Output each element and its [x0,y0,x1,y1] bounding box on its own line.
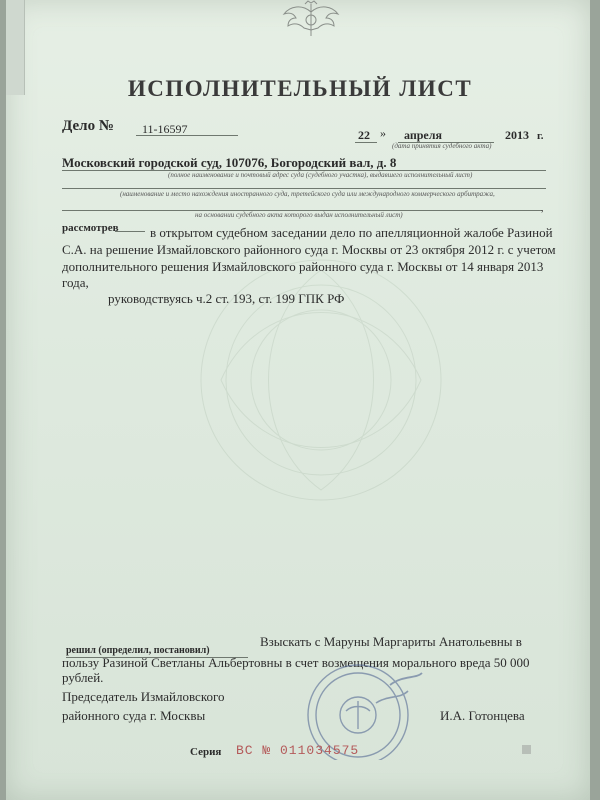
case-number-underline [136,135,238,136]
decision-label: решил (определил, постановил) [66,645,210,656]
document-title: ИСПОЛНИТЕЛЬНЫЙ ЛИСТ [127,76,473,101]
date-caption: (дата принятия судебного акта) [392,142,492,150]
date-day: 22 [358,128,370,142]
decision-line-2: пользу Разиной Светланы Альбертовны в счет возмещения морального вреда 50 000 [62,655,530,670]
paragraph-line-2: С.А. на решение Измайловского районного суда г. Москвы от 23 октября 2012 г. с учетом [62,242,556,257]
decision-line-1: Взыскать с Маруны Маргариты Анатольевны в [260,634,522,649]
paragraph-line-3: дополнительного решения Измайловского районного суда г. Москвы от 14 января 2013 [62,259,544,274]
coat-of-arms-icon [280,0,342,40]
court-caption-2: (наименование и место нахождения иностранного суда, третейского суда или международного коммерческого арбитража, [120,190,495,198]
series-number: ВС № 011034575 [236,743,360,758]
paragraph-line-1: в открытом судебном заседании дело по апелляционной жалобе Разиной [150,225,553,240]
court-caption-1: (полное наименование и почтовый адрес суда (судебного участка), выдавшего исполнительный лист) [168,171,473,179]
guided-by-text: руководствуясь ч.2 ст. 193, ст. 199 ГПК РФ [108,291,345,306]
case-number: 11-16597 [142,122,188,136]
decision-line-3: рублей. [62,670,104,685]
paragraph-line-4: года, [62,275,89,290]
considered-label: рассмотрев [62,222,119,234]
court-name: Московский городской суд, 107076, Богородский вал, д. 8 [62,155,397,170]
background-watermark [161,230,481,530]
date-quote-mark: » [380,126,386,140]
corner-mark [522,745,531,754]
signature-role-line-1: Председатель Измайловского [62,689,225,704]
blank-line-comma: , [541,203,544,214]
considered-underline [115,231,145,232]
blank-line-1 [62,188,546,189]
case-label: Дело № [62,118,114,134]
date-month: апреля [404,128,442,142]
date-suffix: г. [537,130,544,142]
date-year: 2013 [505,128,529,142]
court-caption-3: на основании судебного акта которого выдан исполнительный лист) [195,211,403,219]
series-label: Серия [190,746,222,758]
date-day-underline [355,142,377,143]
signer-name: И.А. Готонцева [440,708,525,723]
signature-role-line-2: районного суда г. Москвы [62,708,206,723]
